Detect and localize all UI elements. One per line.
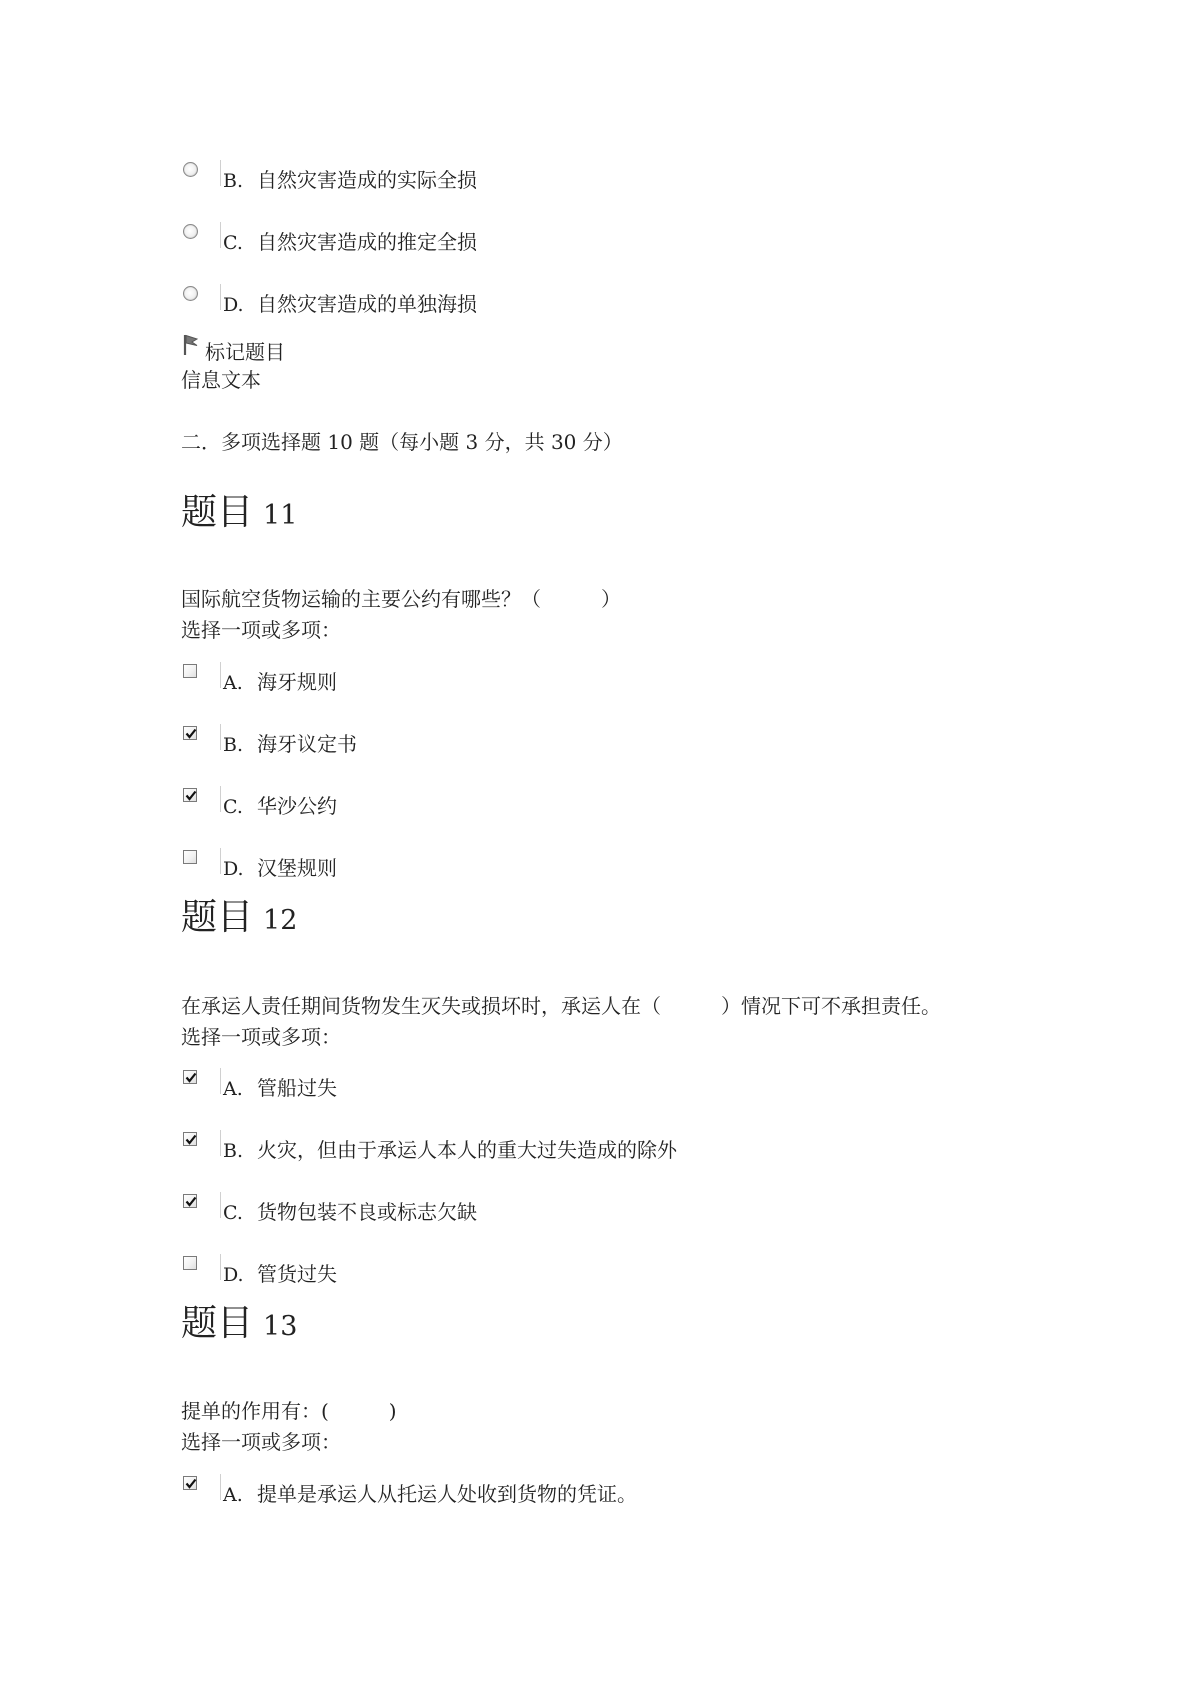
question-12-prompt: 在承运人责任期间货物发生灭失或损坏时，承运人在（ ）情况下可不承担责任。	[181, 994, 941, 1018]
option-text	[223, 790, 337, 819]
option-letter: C.	[223, 232, 243, 254]
option-label: 管船过失	[257, 1076, 337, 1100]
divider	[220, 1474, 221, 1500]
q12-option-a[interactable]	[183, 1070, 983, 1106]
option-text	[223, 666, 337, 695]
checkbox-checked[interactable]	[183, 1070, 197, 1084]
q11-option-c[interactable]	[183, 788, 983, 824]
option-label: 自然灾害造成的推定全损	[257, 230, 477, 254]
section-heading: 二．多项选择题 10 题（每小题 3 分，共 30 分）	[181, 430, 623, 454]
question-number: 13	[263, 1311, 298, 1342]
checkbox[interactable]	[183, 664, 197, 678]
option-letter: B.	[223, 1140, 244, 1162]
divider	[220, 1068, 221, 1094]
option-letter: D.	[223, 294, 244, 316]
radio-button[interactable]	[183, 162, 198, 177]
option-label: 海牙议定书	[257, 732, 357, 756]
option-letter: A.	[223, 1078, 243, 1100]
radio-button[interactable]	[183, 224, 198, 239]
checkmark-icon	[184, 789, 198, 803]
option-text	[223, 288, 477, 317]
question-11-instruction: 选择一项或多项：	[181, 618, 341, 642]
q12-option-c[interactable]	[183, 1194, 983, 1230]
checkmark-icon	[184, 1195, 198, 1209]
q12-option-b[interactable]	[183, 1132, 983, 1168]
checkbox-checked[interactable]	[183, 788, 197, 802]
q11-option-d[interactable]	[183, 850, 983, 886]
option-label: 华沙公约	[257, 794, 337, 818]
flag-icon	[183, 334, 199, 356]
prev-option-b[interactable]	[183, 162, 983, 198]
divider	[220, 724, 221, 750]
option-text	[223, 164, 477, 193]
question-12-instruction: 选择一项或多项：	[181, 1025, 341, 1049]
question-12-title	[181, 889, 297, 940]
divider	[220, 1254, 221, 1280]
checkbox-checked[interactable]	[183, 1132, 197, 1146]
option-letter: C.	[223, 796, 243, 818]
checkmark-icon	[184, 1133, 198, 1147]
option-label: 提单是承运人从托运人处收到货物的凭证。	[257, 1482, 637, 1506]
checkmark-icon	[184, 1477, 198, 1491]
option-label: 货物包装不良或标志欠缺	[257, 1200, 477, 1224]
option-letter: A.	[223, 672, 243, 694]
question-11-title	[181, 484, 297, 535]
question-13-prompt: 提单的作用有：( )	[181, 1399, 397, 1423]
q11-option-a[interactable]	[183, 664, 983, 700]
divider	[220, 284, 221, 310]
option-label: 海牙规则	[257, 670, 337, 694]
question-title-prefix: 题目	[181, 897, 254, 938]
option-letter: C.	[223, 1202, 243, 1224]
option-label: 自然灾害造成的实际全损	[257, 168, 477, 192]
option-label: 汉堡规则	[257, 856, 337, 880]
option-text	[223, 728, 357, 757]
divider	[220, 1192, 221, 1218]
option-text	[223, 1134, 677, 1163]
option-letter: D.	[223, 1264, 244, 1286]
checkmark-icon	[184, 1071, 198, 1085]
checkbox-checked[interactable]	[183, 1194, 197, 1208]
option-text	[223, 852, 337, 881]
divider	[220, 786, 221, 812]
question-13-instruction: 选择一项或多项：	[181, 1430, 341, 1454]
divider	[220, 848, 221, 874]
info-text-label: 信息文本	[181, 368, 261, 392]
option-text	[223, 1478, 637, 1507]
divider	[220, 160, 221, 186]
radio-button[interactable]	[183, 286, 198, 301]
option-letter: A.	[223, 1484, 243, 1506]
flag-label: 标记题目	[205, 340, 285, 364]
option-label: 管货过失	[257, 1262, 337, 1286]
question-number: 12	[263, 905, 298, 936]
checkbox[interactable]	[183, 850, 197, 864]
q11-option-b[interactable]	[183, 726, 983, 762]
question-11-prompt: 国际航空货物运输的主要公约有哪些？（ ）	[181, 587, 621, 611]
checkbox[interactable]	[183, 1256, 197, 1270]
divider	[220, 222, 221, 248]
question-13-title	[181, 1295, 297, 1346]
prev-option-d[interactable]	[183, 286, 983, 322]
question-title-prefix: 题目	[181, 492, 254, 533]
checkbox-checked[interactable]	[183, 726, 197, 740]
option-letter: D.	[223, 858, 244, 880]
option-letter: B.	[223, 170, 244, 192]
option-text	[223, 1258, 337, 1287]
option-label: 火灾，但由于承运人本人的重大过失造成的除外	[257, 1138, 677, 1162]
divider	[220, 1130, 221, 1156]
q13-option-a[interactable]	[183, 1476, 983, 1512]
divider	[220, 662, 221, 688]
option-label: 自然灾害造成的单独海损	[257, 292, 477, 316]
option-letter: B.	[223, 734, 244, 756]
option-text	[223, 226, 477, 255]
option-text	[223, 1196, 477, 1225]
checkmark-icon	[184, 727, 198, 741]
option-text	[223, 1072, 337, 1101]
prev-option-c[interactable]	[183, 224, 983, 260]
checkbox-checked[interactable]	[183, 1476, 197, 1490]
q12-option-d[interactable]	[183, 1256, 983, 1292]
question-title-prefix: 题目	[181, 1303, 254, 1344]
question-number: 11	[263, 500, 298, 531]
